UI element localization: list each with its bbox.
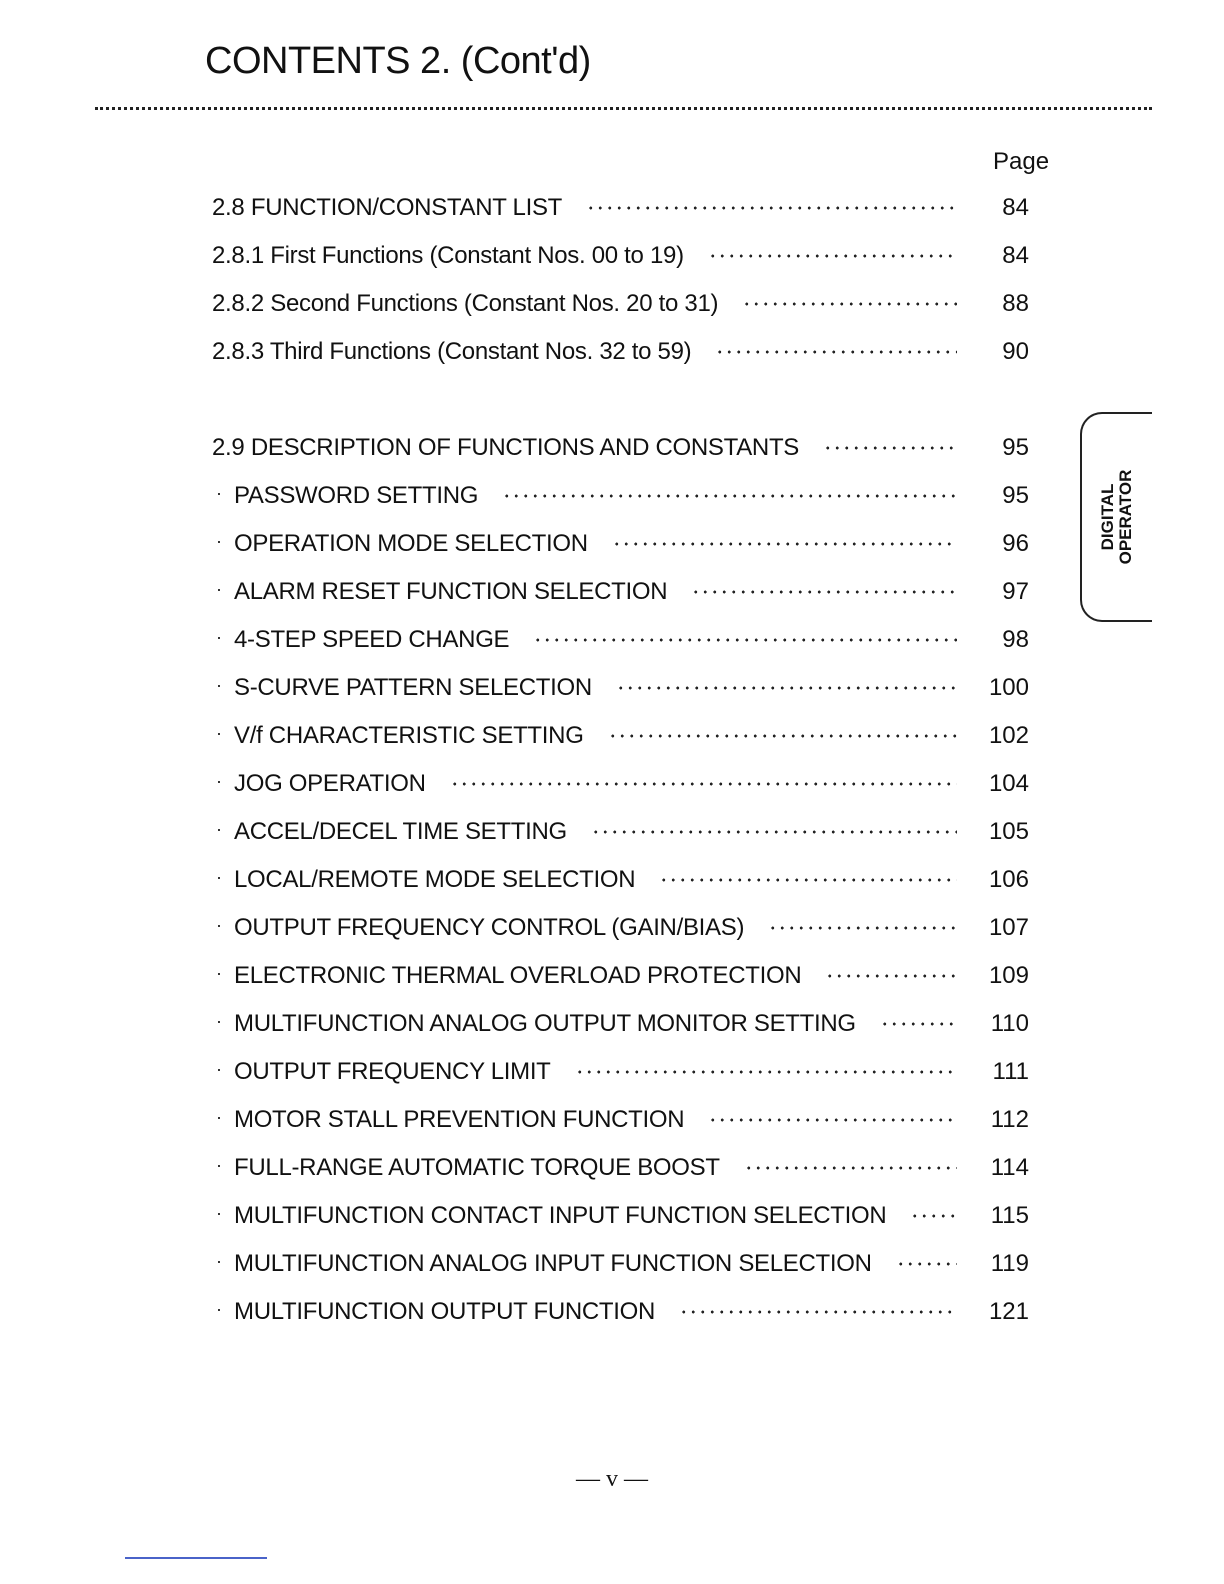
bullet-icon: ·: [216, 771, 222, 791]
dot-leader: [575, 1067, 957, 1077]
dot-leader: [896, 1259, 957, 1269]
toc-entry-page: 95: [1002, 482, 1029, 509]
bullet-icon: ·: [216, 483, 222, 503]
dot-leader: [744, 1163, 957, 1173]
toc-entry[interactable]: [216, 1152, 1029, 1184]
toc-entry-page: 102: [988, 722, 1029, 749]
dot-leader: [616, 683, 957, 693]
toc-entry-label: 2.8.2 Second Functions (Constant Nos. 20 to 31): [212, 290, 719, 317]
toc-entry-page: 98: [1002, 626, 1029, 653]
toc-entry-label: S-CURVE PATTERN SELECTION: [234, 674, 592, 701]
bullet-icon: ·: [216, 1059, 222, 1079]
toc-entry[interactable]: [216, 864, 1029, 896]
toc-entry-page: 107: [988, 914, 1029, 941]
toc-entry[interactable]: [216, 528, 1029, 560]
dot-leader: [659, 875, 957, 885]
toc-entry[interactable]: [216, 768, 1029, 800]
dot-leader: [691, 587, 957, 597]
dot-leader: [910, 1211, 957, 1221]
bullet-icon: ·: [216, 531, 222, 551]
toc-entry-page: 121: [988, 1298, 1029, 1325]
section-tab-line-2: OPERATOR: [1116, 469, 1135, 565]
toc-entry-page: 112: [990, 1106, 1029, 1133]
dot-leader: [502, 491, 957, 501]
toc-entry-label: PASSWORD SETTING: [234, 482, 479, 509]
dot-leader: [591, 827, 957, 837]
page-column-label: Page: [993, 148, 1050, 175]
toc-entry[interactable]: [216, 816, 1029, 848]
toc-entry[interactable]: [216, 1056, 1029, 1088]
toc-entry[interactable]: [216, 960, 1029, 992]
dot-leader: [608, 731, 957, 741]
page-title: CONTENTS 2. (Cont'd): [205, 40, 591, 82]
toc-entry[interactable]: [216, 480, 1029, 512]
bullet-icon: ·: [216, 1251, 222, 1271]
toc-entry-page: 104: [988, 770, 1029, 797]
toc-entry-label: OPERATION MODE SELECTION: [234, 530, 588, 557]
toc-entry-label: OUTPUT FREQUENCY LIMIT: [234, 1058, 551, 1085]
toc-entry-page: 96: [1002, 530, 1029, 557]
bullet-icon: ·: [216, 579, 222, 599]
bullet-icon: ·: [216, 819, 222, 839]
bullet-icon: ·: [216, 1299, 222, 1319]
toc-entry[interactable]: [216, 1200, 1029, 1232]
toc-entry-page: 84: [1002, 242, 1029, 269]
dot-leader: [708, 1115, 957, 1125]
toc-entry[interactable]: [216, 624, 1029, 656]
bullet-icon: ·: [216, 675, 222, 695]
bullet-icon: ·: [216, 1107, 222, 1127]
toc-entry-page: 110: [990, 1010, 1029, 1037]
bullet-icon: ·: [216, 1011, 222, 1031]
toc-entry-label: ACCEL/DECEL TIME SETTING: [234, 818, 567, 845]
bullet-icon: ·: [216, 1155, 222, 1175]
section-tab-digital-operator[interactable]: [1080, 412, 1152, 622]
page-number: — v —: [576, 1466, 648, 1492]
toc-entry-page: 88: [1002, 290, 1029, 317]
toc-entry-label: MULTIFUNCTION OUTPUT FUNCTION: [234, 1298, 656, 1325]
toc-entry-page: 115: [990, 1202, 1029, 1229]
toc-entry-label: MULTIFUNCTION CONTACT INPUT FUNCTION SELECTION: [234, 1202, 887, 1229]
toc-entry[interactable]: [212, 336, 1029, 368]
toc-entry-page: 97: [1002, 578, 1029, 605]
toc-entry-page: 111: [992, 1058, 1029, 1085]
toc-entry-label: MULTIFUNCTION ANALOG OUTPUT MONITOR SETTING: [234, 1010, 856, 1037]
bullet-icon: ·: [216, 915, 222, 935]
toc-entry[interactable]: [216, 912, 1029, 944]
dot-leader: [679, 1307, 957, 1317]
toc-entry-label: OUTPUT FREQUENCY CONTROL (GAIN/BIAS): [234, 914, 745, 941]
toc-entry-label: ELECTRONIC THERMAL OVERLOAD PROTECTION: [234, 962, 802, 989]
dot-leader: [825, 971, 957, 981]
toc-entry-page: 100: [988, 674, 1029, 701]
toc-entry-label: V/f CHARACTERISTIC SETTING: [234, 722, 584, 749]
toc-entry-label: MOTOR STALL PREVENTION FUNCTION: [234, 1106, 685, 1133]
toc-entry-page: 90: [1002, 338, 1029, 365]
toc-entry-page: 105: [988, 818, 1029, 845]
dot-leader: [533, 635, 957, 645]
toc-entry-page: 109: [988, 962, 1029, 989]
dot-leader: [880, 1019, 957, 1029]
bullet-icon: ·: [216, 963, 222, 983]
toc-entry-label: 2.8 FUNCTION/CONSTANT LIST: [212, 194, 563, 221]
toc-entry[interactable]: [216, 1008, 1029, 1040]
dot-leader: [715, 347, 957, 357]
toc-entry[interactable]: [216, 576, 1029, 608]
toc-entry-page: 84: [1002, 194, 1029, 221]
dot-leader: [586, 203, 957, 213]
toc-entry[interactable]: [212, 432, 1029, 464]
toc-entry[interactable]: [216, 1104, 1029, 1136]
section-tab-label: [1099, 470, 1135, 565]
bullet-icon: ·: [216, 723, 222, 743]
dot-leader: [708, 251, 957, 261]
toc-entry[interactable]: [212, 288, 1029, 320]
dot-leader: [450, 779, 957, 789]
dot-leader: [742, 299, 957, 309]
toc-entry-label: 2.9 DESCRIPTION OF FUNCTIONS AND CONSTANTS: [212, 434, 800, 461]
toc-entry[interactable]: [216, 1248, 1029, 1280]
toc-entry-label: JOG OPERATION: [234, 770, 426, 797]
bullet-icon: ·: [216, 1203, 222, 1223]
scan-edge-line: [125, 1557, 267, 1559]
section-tab-line-1: DIGITAL: [1098, 483, 1117, 551]
dot-leader: [823, 443, 957, 453]
toc-entry[interactable]: [216, 720, 1029, 752]
toc-entry-label: 4-STEP SPEED CHANGE: [234, 626, 510, 653]
toc-entry-label: ALARM RESET FUNCTION SELECTION: [234, 578, 668, 605]
toc-entry-label: 2.8.1 First Functions (Constant Nos. 00 to 19): [212, 242, 684, 269]
toc-entry-label: 2.8.3 Third Functions (Constant Nos. 32 to 59): [212, 338, 692, 365]
bullet-icon: ·: [216, 627, 222, 647]
bullet-icon: ·: [216, 867, 222, 887]
toc-entry[interactable]: [212, 240, 1029, 272]
toc-entry-page: 106: [988, 866, 1029, 893]
toc-entry-page: 95: [1002, 434, 1029, 461]
dot-leader: [768, 923, 957, 933]
toc-entry[interactable]: [216, 672, 1029, 704]
toc-entry-label: MULTIFUNCTION ANALOG INPUT FUNCTION SELECTION: [234, 1250, 872, 1277]
toc-entry-label: FULL-RANGE AUTOMATIC TORQUE BOOST: [234, 1154, 720, 1181]
toc-entry-page: 114: [990, 1154, 1029, 1181]
toc-entry-page: 119: [990, 1250, 1029, 1277]
toc-entry-label: LOCAL/REMOTE MODE SELECTION: [234, 866, 636, 893]
dot-leader: [612, 539, 957, 549]
toc-entry[interactable]: [212, 192, 1029, 224]
toc-entry[interactable]: [216, 1296, 1029, 1328]
